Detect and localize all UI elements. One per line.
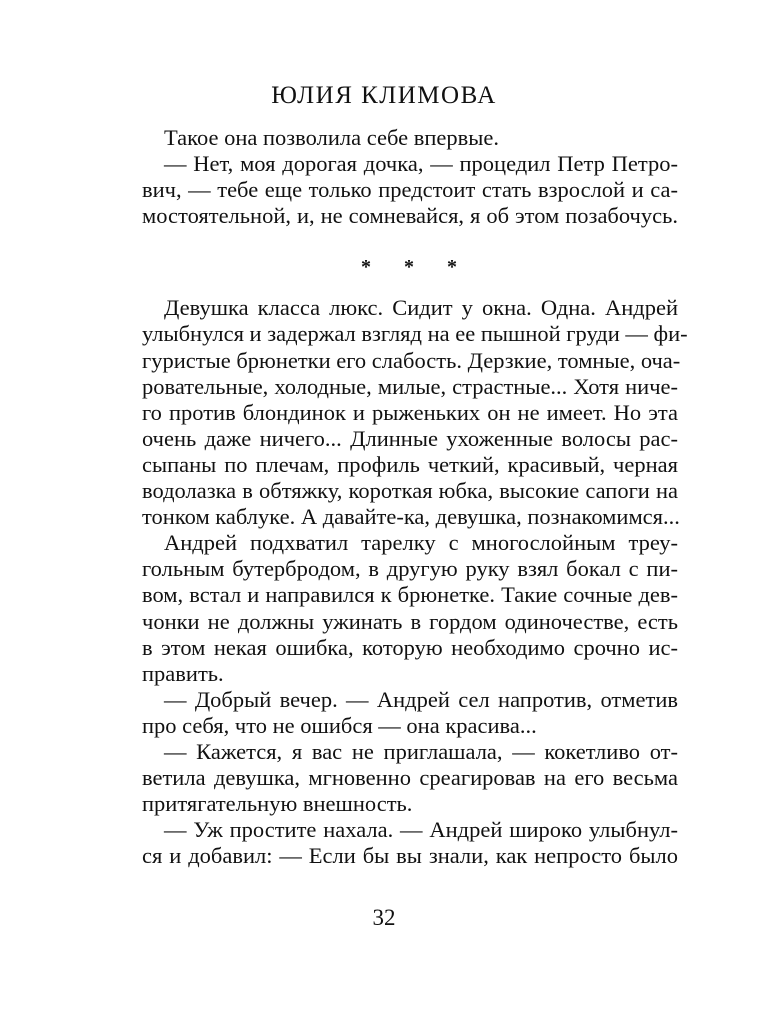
text-line: править. xyxy=(142,660,224,686)
text-line: го против блондинок и рыженьких он не имеет. Но эта xyxy=(142,399,678,425)
text-line: чонки не должны ужинать в гордом одиночестве, есть xyxy=(142,608,678,634)
text-line: улыбнулся и задержал взгляд на ее пышной груди — фи- xyxy=(142,321,688,347)
text-block-2 xyxy=(142,295,688,869)
text-line: гуристые брюнетки его слабость. Дерзкие, томные, оча- xyxy=(142,347,681,373)
text-line: гольным бутербродом, в другую руку взял бокал с пи- xyxy=(142,556,678,582)
text-line: — Уж простите нахала. — Андрей широко улыбнул- xyxy=(164,817,678,843)
text-line: сыпаны по плечам, профиль четкий, красивый, черная xyxy=(142,451,678,477)
text-line: Девушка класса люкс. Сидит у окна. Одна. Андрей xyxy=(164,295,678,321)
text-line: про себя, что не ошибся — она красива... xyxy=(142,712,537,738)
page-body xyxy=(142,125,688,869)
page-number: 32 xyxy=(372,905,396,930)
text-line: ся и добавил: — Если бы вы знали, как непросто было xyxy=(142,843,678,869)
text-line: — Кажется, я вас не приглашала, — кокетливо от- xyxy=(164,738,678,764)
text-line: — Нет, моя дорогая дочка, — процедил Петр Петро- xyxy=(164,151,678,177)
text-line: вом, встал и направился к брюнетке. Такие сочные дев- xyxy=(142,582,678,608)
text-line: очень даже ничего... Длинные ухоженные волосы рас- xyxy=(142,425,678,451)
text-line: тонком каблуке. А давайте-ка, девушка, познакомимся... xyxy=(142,504,680,530)
text-line: водолазка в обтяжку, короткая юбка, высокие сапоги на xyxy=(142,478,678,504)
section-separator: * * * xyxy=(361,256,471,279)
running-header-author: ЮЛИЯ КЛИМОВА xyxy=(271,82,497,109)
text-line: вич, — тебе еще только предстоит стать взрослой и са- xyxy=(142,177,678,203)
text-line: в этом некая ошибка, которую необходимо срочно ис- xyxy=(142,634,678,660)
text-line: ровательные, холодные, милые, страстные... Хотя ниче- xyxy=(142,373,678,399)
text-block-1 xyxy=(142,125,678,229)
text-line: мостоятельной, и, не сомневайся, я об этом позабочусь. xyxy=(142,203,678,229)
text-line: притягательную внешность. xyxy=(142,791,413,817)
text-line: ветила девушка, мгновенно среагировав на его весьма xyxy=(142,765,678,791)
text-line: Такое она позволила себе впервые. xyxy=(164,125,499,150)
text-line: Андрей подхватил тарелку с многослойным треу- xyxy=(164,530,678,556)
text-line: — Добрый вечер. — Андрей сел напротив, отметив xyxy=(164,686,678,712)
